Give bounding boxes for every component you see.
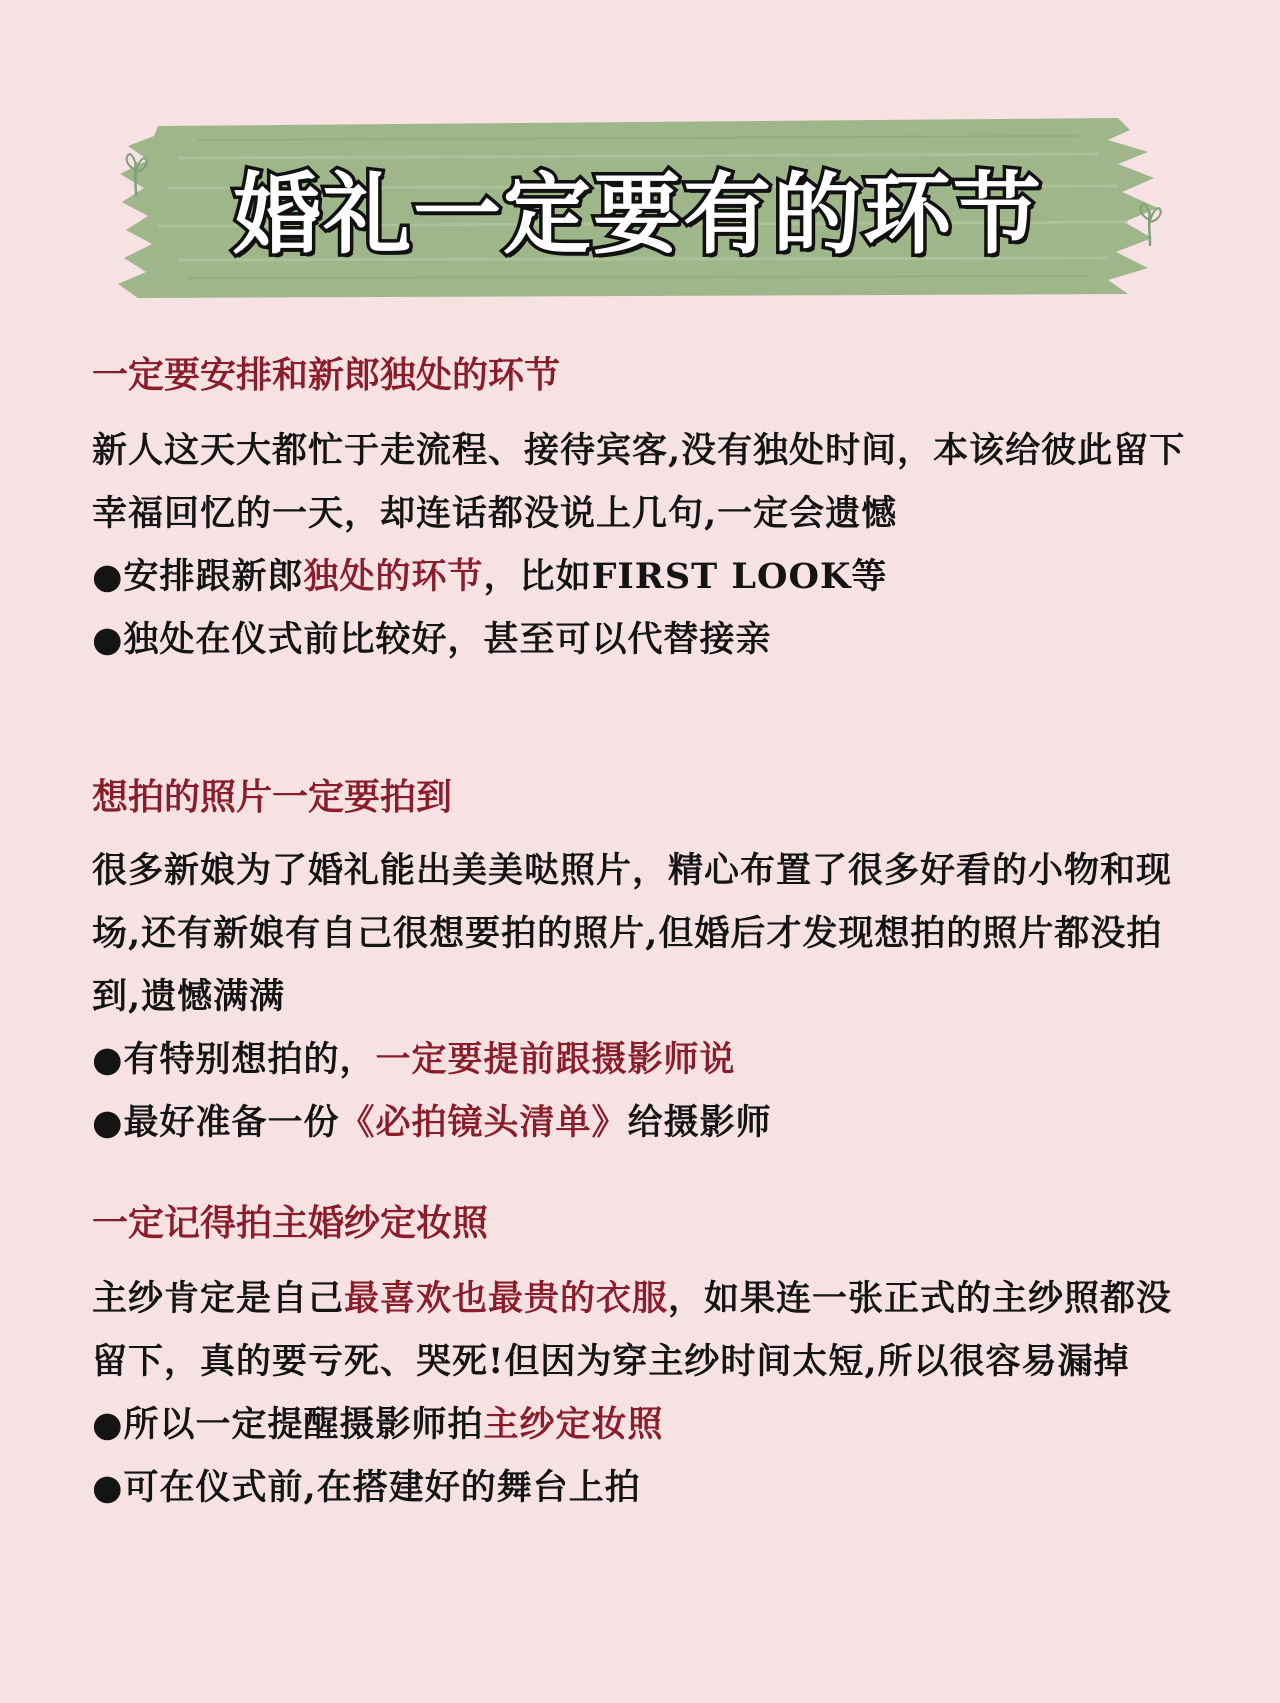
body-text: ，比如FIRST LOOK等 — [483, 556, 888, 597]
bullet-item — [92, 1393, 1202, 1456]
body-text: 很多新娘为了婚礼能出美美哒照片，精心布置了很多好看的小物和现场,还有新娘有自己很想要拍的照片,但婚后才发现想拍的照片都没拍到,遗憾满满 — [92, 850, 1173, 1017]
section-heading: 想拍的照片一定要拍到 — [92, 776, 453, 818]
section-paragraph — [92, 1267, 1202, 1393]
highlight-text: 最喜欢也最贵的衣服 — [344, 1278, 669, 1319]
body-text: ●安排跟新郎 — [92, 556, 304, 597]
body-text: ●有特别想拍的， — [92, 1039, 376, 1080]
body-text: 新人这天大都忙于走流程、接待宾客,没有独处时间，本该给彼此留下幸福回忆的一天，却连话都没说上几句,一定会遗憾 — [92, 430, 1186, 534]
bullet-item — [92, 1028, 1202, 1091]
body-text: ●可在仪式前,在搭建好的舞台上拍 — [92, 1467, 641, 1508]
section-paragraph — [92, 839, 1202, 1028]
highlight-text: 《必拍镜头清单》 — [339, 1102, 628, 1143]
sprig-right-icon — [1132, 200, 1168, 248]
highlight-text: 一定要提前跟摄影师说 — [375, 1039, 736, 1080]
bullet-item — [92, 545, 1202, 608]
body-text: 主纱肯定是自己 — [92, 1278, 345, 1319]
body-text: ●所以一定提醒摄影师拍 — [92, 1404, 484, 1445]
body-text: ●独处在仪式前比较好，甚至可以代替接亲 — [92, 619, 772, 660]
highlight-text: 独处的环节 — [303, 556, 484, 597]
section-groom-alone-time — [92, 353, 1202, 671]
sprig-left-icon — [118, 150, 154, 198]
bullet-item — [92, 1456, 1202, 1519]
section-main-gown-portrait — [92, 1201, 1202, 1519]
title-banner — [118, 118, 1158, 298]
body-text: ●最好准备一份 — [92, 1102, 340, 1143]
section-heading: 一定记得拍主婚纱定妆照 — [92, 1202, 489, 1244]
body-text: 给摄影师 — [627, 1102, 772, 1143]
page-title: 婚礼一定要有的环节 — [232, 163, 1043, 266]
section-must-have-photos — [92, 775, 1202, 1154]
bullet-item — [92, 1091, 1202, 1154]
body-text: ，如果连一张正式的主纱照都没留下，真的要亏死、哭死!但因为穿主纱时间太短,所以很容易漏掉 — [92, 1278, 1173, 1382]
section-paragraph — [92, 419, 1202, 545]
section-heading: 一定要安排和新郎独处的环节 — [92, 354, 561, 396]
highlight-text: 主纱定妆照 — [483, 1404, 664, 1445]
bullet-item — [92, 608, 1202, 671]
